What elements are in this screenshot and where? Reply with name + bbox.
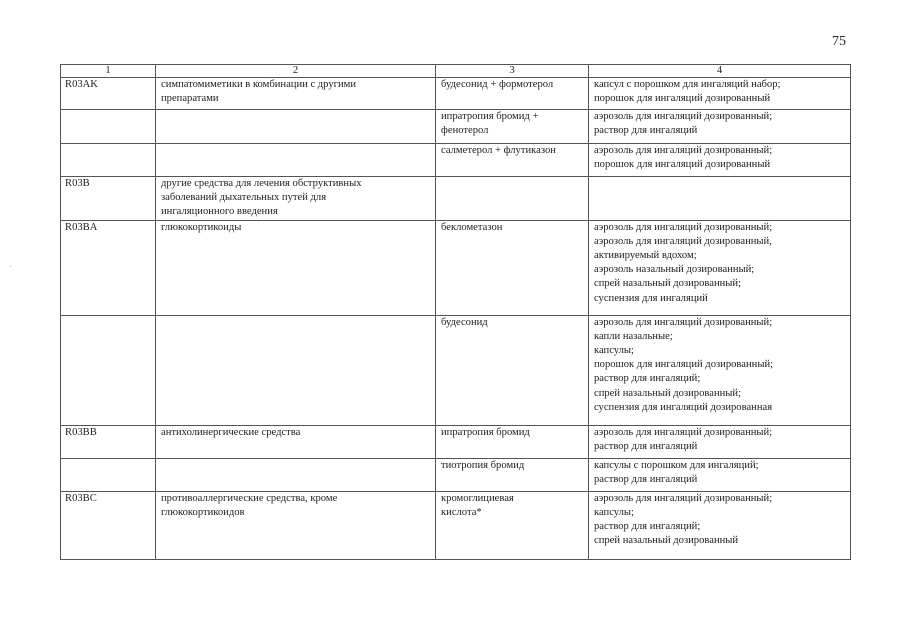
dosage-forms-cell [589,458,851,491]
dosage-forms-cell [589,315,851,425]
column-header: 1 [61,65,156,78]
group-name-cell [156,78,436,110]
drug-name-cell [436,315,589,425]
table-row [61,144,851,177]
group-name-line: заболеваний дыхательных путей для [161,192,327,204]
drug-name-cell [436,458,589,491]
dosage-forms-line: капсулы; [594,506,634,518]
atc-code: R03BB [65,426,97,438]
drug-name-cell [436,144,589,177]
group-name-cell [156,110,436,144]
drug-name-line: ипратропия бромид [441,426,530,438]
atc-code-cell [61,220,156,315]
atc-code-cell [61,144,156,177]
dosage-forms-line: порошок для ингаляций дозированный [594,159,771,171]
table-body [61,78,851,560]
group-name-cell [156,220,436,315]
dosage-forms-line: спрей назальный дозированный [594,535,739,547]
dosage-forms-line: раствор для ингаляций [594,473,698,485]
dosage-forms-line: капли назальные; [594,330,673,342]
table-row [61,220,851,315]
dosage-forms-cell [589,110,851,144]
dosage-forms-line: раствор для ингаляций [594,440,698,452]
medication-table [60,64,851,560]
dosage-forms-line: аэрозоль для ингаляций дозированный; [594,426,773,438]
dosage-forms-line: спрей назальный дозированный; [594,278,742,290]
group-name-cell [156,315,436,425]
atc-code-cell [61,78,156,110]
atc-code-cell [61,177,156,221]
table-row [61,491,851,559]
page-number: 75 [832,34,846,49]
header-row [61,65,851,78]
dosage-forms-cell [589,491,851,559]
drug-name-cell [436,425,589,458]
dosage-forms-cell [589,78,851,110]
scan-speck [10,266,11,267]
group-name-cell [156,144,436,177]
dosage-forms-line: суспензия для ингаляций дозированная [594,401,773,413]
drug-name-cell [436,177,589,221]
dosage-forms-line: аэрозоль для ингаляций дозированный; [594,316,773,328]
dosage-forms-line: раствор для ингаляций [594,125,698,137]
drug-name-line: кромоглициевая [441,492,514,504]
dosage-forms-line: порошок для ингаляций дозированный; [594,359,774,371]
group-name-line: препаратами [161,93,219,105]
dosage-forms-cell [589,220,851,315]
dosage-forms-line: аэрозоль для ингаляций дозированный; [594,145,773,156]
group-name-line: глюкокортикоиды [161,221,242,233]
table-row [61,177,851,221]
drug-name-line: кислота* [441,506,482,518]
atc-code-cell [61,425,156,458]
table-row [61,315,851,425]
dosage-forms-line: раствор для ингаляций; [594,373,701,385]
atc-code: R03B [65,178,90,189]
atc-code-cell [61,491,156,559]
column-header: 3 [436,65,589,78]
drug-name-line: фенотерол [441,125,489,137]
drug-name-cell [436,491,589,559]
drug-name-cell [436,220,589,315]
dosage-forms-line: спрей назальный дозированный; [594,387,742,399]
group-name-line: противоаллергические средства, кроме [161,492,338,504]
dosage-forms-line: капсулы с порошком для ингаляций; [594,459,759,471]
group-name-line: другие средства для лечения обструктивных [161,178,362,189]
dosage-forms-cell [589,177,851,221]
column-header: 2 [156,65,436,78]
group-name-cell [156,491,436,559]
dosage-forms-cell [589,144,851,177]
group-name-cell [156,458,436,491]
table-row [61,78,851,110]
dosage-forms-line: аэрозоль назальный дозированный; [594,264,755,276]
drug-name-line: беклометазон [441,221,503,233]
dosage-forms-line: активируемый вдохом; [594,250,697,262]
drug-name-line: салметерол + флутиказон [441,145,556,156]
atc-code: R03AK [65,79,98,90]
atc-code-cell [61,110,156,144]
atc-code-cell [61,315,156,425]
dosage-forms-line: аэрозоль для ингаляций дозированный; [594,111,773,122]
atc-code: R03BA [65,221,98,233]
dosage-forms-line: капсулы; [594,345,634,357]
dosage-forms-line: аэрозоль для ингаляций дозированный; [594,492,773,504]
group-name-line: симпатомиметики в комбинации с другими [161,79,357,90]
dosage-forms-cell [589,425,851,458]
dosage-forms-line: аэрозоль для ингаляций дозированный; [594,221,773,233]
drug-name-line: будесонид [441,316,488,328]
drug-name-cell [436,78,589,110]
drug-name-cell [436,110,589,144]
table-row [61,110,851,144]
group-name-cell [156,177,436,221]
atc-code-cell [61,458,156,491]
table-row [61,425,851,458]
group-name-line: глюкокортикоидов [161,506,245,518]
column-header: 4 [589,65,851,78]
dosage-forms-line: аэрозоль для ингаляций дозированный, [594,235,772,247]
dosage-forms-line: порошок для ингаляций дозированный [594,93,771,105]
group-name-cell [156,425,436,458]
drug-name-line: ипратропия бромид + [441,111,539,122]
dosage-forms-line: суспензия для ингаляций [594,292,708,304]
drug-name-line: тиотропия бромид [441,459,525,471]
group-name-line: антихолинергические средства [161,426,301,438]
atc-code: R03BC [65,492,97,504]
dosage-forms-line: раствор для ингаляций; [594,521,701,533]
drug-name-line: будесонид + формотерол [441,79,554,90]
dosage-forms-line: капсул с порошком для ингаляций набор; [594,79,781,90]
table-row [61,458,851,491]
group-name-line: ингаляционного введения [161,206,278,218]
